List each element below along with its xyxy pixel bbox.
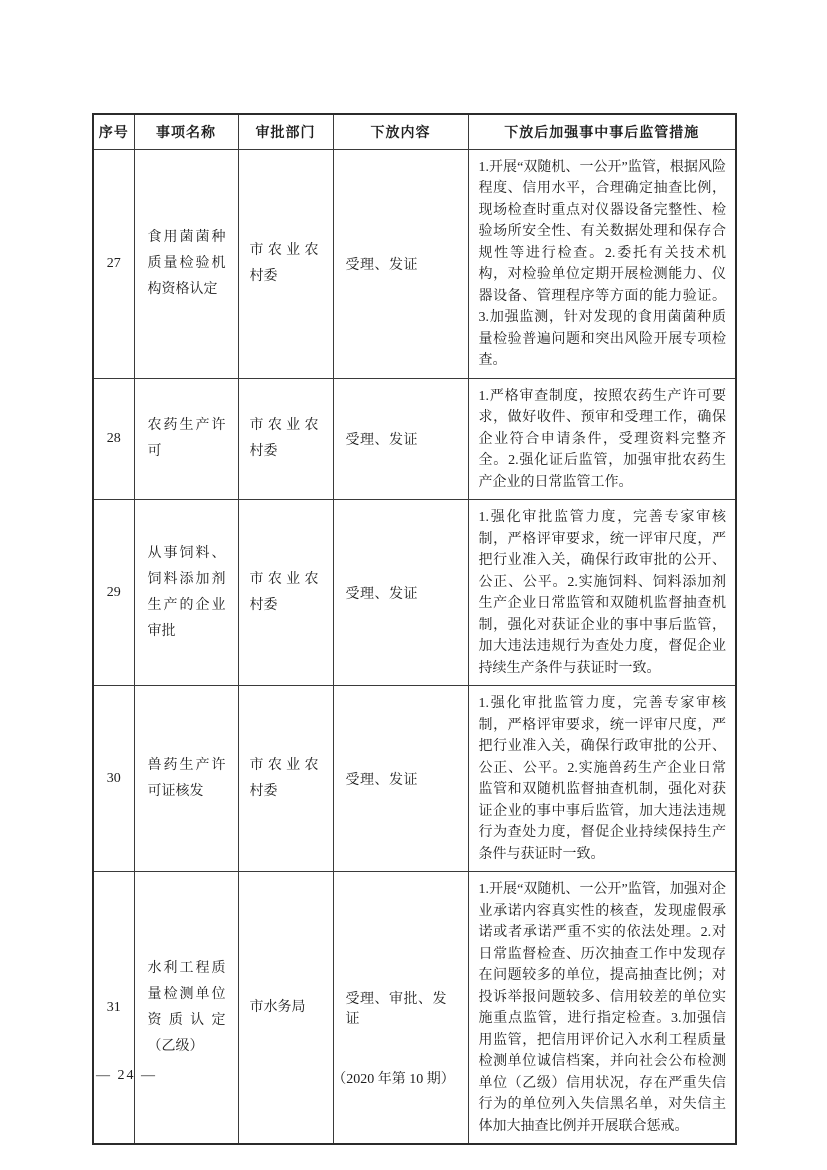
row-department: 市农业农村委 — [238, 149, 333, 378]
row-department: 市农业农村委 — [238, 378, 333, 500]
page-number: — 24 — — [96, 1068, 157, 1083]
row-supervision-measures: 1.严格审查制度，按照农药生产许可要求，做好收件、预审和受理工作，确保企业符合申请条件，受理资料完整齐全。2.强化证后监管，加强审批农药生产企业的日常监管工作。 — [468, 378, 736, 500]
row-delegated-content: 受理、发证 — [333, 500, 468, 686]
table-header-row — [93, 114, 736, 149]
row-delegated-content: 受理、发证 — [333, 378, 468, 500]
table-row — [93, 500, 736, 686]
table-row — [93, 686, 736, 872]
row-item-name: 从事饲料、饲料添加剂生产的企业审批 — [134, 500, 238, 686]
row-no: 31 — [93, 872, 134, 1145]
row-no: 29 — [93, 500, 134, 686]
row-department: 市农业农村委 — [238, 500, 333, 686]
row-delegated-content: 受理、发证 — [333, 686, 468, 872]
table-row — [93, 149, 736, 378]
header-name: 事项名称 — [134, 114, 238, 149]
row-item-name: 水利工程质量检测单位资质认定（乙级） — [134, 872, 238, 1145]
header-measures: 下放后加强事中事后监管措施 — [468, 114, 736, 149]
row-supervision-measures: 1.开展“双随机、一公开”监管，加强对企业承诺内容真实性的核查，发现虚假承诺或者承诺严重不实的依法处理。2.对日常监督检查、历次抽查工作中发现存在问题较多的单位，提高抽查比例；对投诉举报问题较多、信用较差的单位实施重点监管，进行指定检查。3.加强信用监管，把信用评价记入水利工程质量检测单位诚信档案，并向社会公布检测单位（乙级）信用状况，存在严重失信行为的单位列入失信黑名单，对失信主体加大抽查比例并开展联合惩戒。 — [468, 872, 736, 1145]
row-item-name: 农药生产许可 — [134, 378, 238, 500]
row-item-name: 食用菌菌种质量检验机构资格认定 — [134, 149, 238, 378]
header-no: 序号 — [93, 114, 134, 149]
row-supervision-measures: 1.强化审批监管力度，完善专家审核制，严格评审要求，统一评审尺度，严把行业准入关，确保行政审批的公开、公正、公平。2.实施兽药生产企业日常监管和双随机监督抽查机制，强化对获证企业的事中事后监管，加大违法违规行为查处力度，督促企业持续保持生产条件与获证时一致。 — [468, 686, 736, 872]
row-supervision-measures: 1.强化审批监管力度，完善专家审核制，严格评审要求，统一评审尺度，严把行业准入关，确保行政审批的公开、公正、公平。2.实施饲料、饲料添加剂生产企业日常监管和双随机监督抽查机制，强化对获证企业的事中事后监管，加大违法违规行为查处力度，督促企业持续生产条件与获证时一致。 — [468, 500, 736, 686]
header-content: 下放内容 — [333, 114, 468, 149]
table-row — [93, 872, 736, 1145]
row-supervision-measures: 1.开展“双随机、一公开”监管，根据风险程度、信用水平，合理确定抽查比例，现场检查时重点对仪器设备完整性、检验场所安全性、有关数据处理和保存合规性等进行检查。2.委托有关技术机构，对检验单位定期开展检测能力、仪器设备、管理程序等方面的能力验证。3.加强监测，针对发现的食用菌菌种质量检验普遍问题和突出风险开展专项检查。 — [468, 149, 736, 378]
row-department: 市农业农村委 — [238, 686, 333, 872]
row-delegated-content: 受理、发证 — [333, 149, 468, 378]
row-delegated-content: 受理、审批、发证 — [333, 872, 468, 1145]
header-department: 审批部门 — [238, 114, 333, 149]
row-no: 28 — [93, 378, 134, 500]
row-no: 27 — [93, 149, 134, 378]
page-footer — [92, 1068, 735, 1090]
row-item-name: 兽药生产许可证核发 — [134, 686, 238, 872]
row-department: 市水务局 — [238, 872, 333, 1145]
delegation-supervision-table — [92, 113, 737, 1145]
table-row — [93, 378, 736, 500]
row-no: 30 — [93, 686, 134, 872]
issue-label: （2020 年第 10 期） — [332, 1072, 455, 1087]
